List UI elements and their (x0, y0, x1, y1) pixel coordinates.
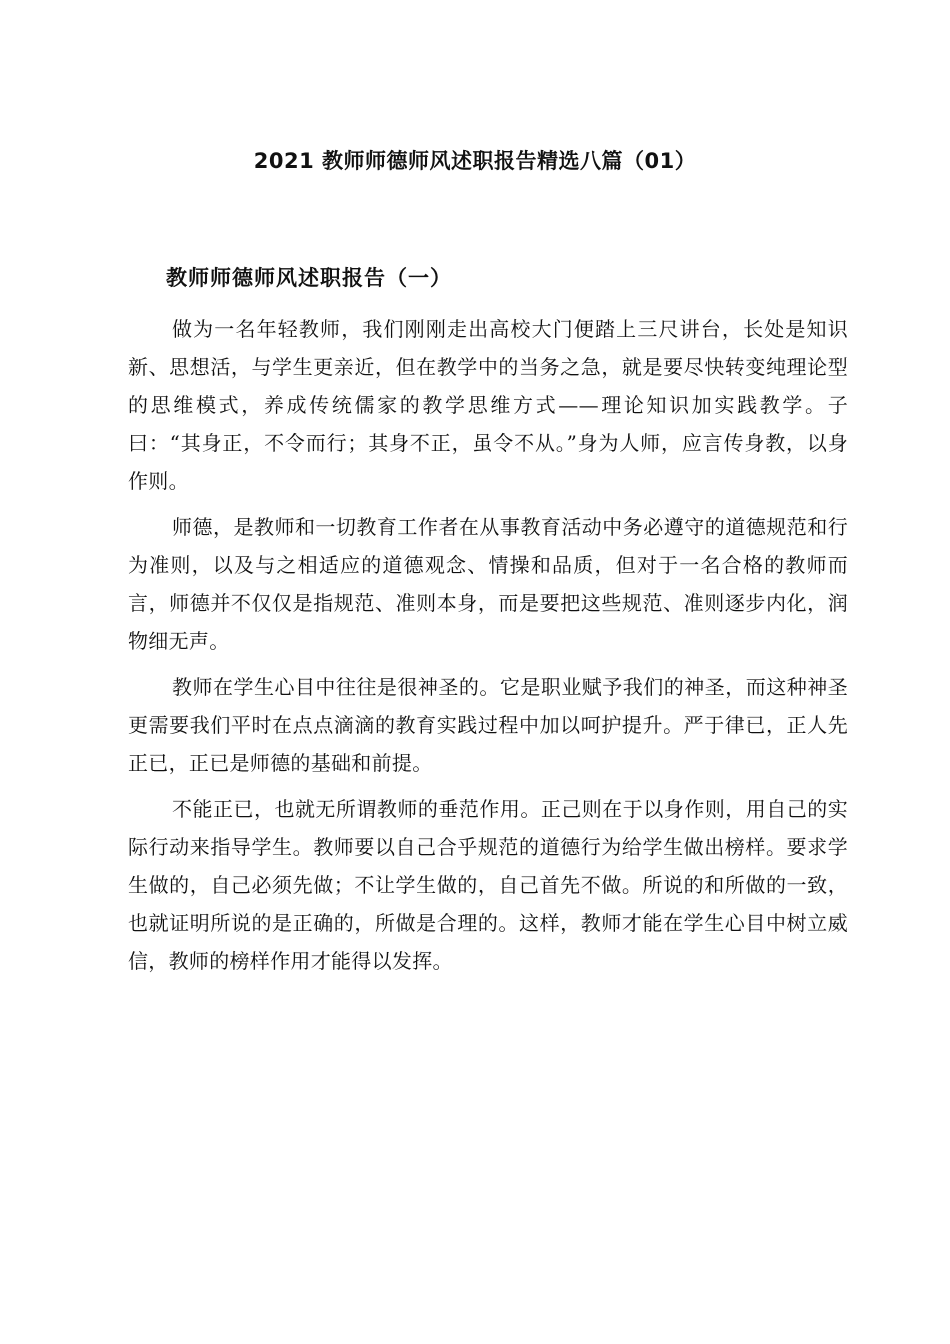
body-paragraph: 教师在学生心目中往往是很神圣的。它是职业赋予我们的神圣，而这种神圣更需要我们平时在点点滴滴的教育实践过程中加以呵护提升。严于律已，正人先正已，正已是师德的基础和前提。 (128, 675, 848, 775)
document-body (128, 310, 848, 988)
document-title: 2021 教师师德师风述职报告精选八篇（01） (253, 149, 697, 173)
body-paragraph: 不能正已，也就无所谓教师的垂范作用。正己则在于以身作则，用自己的实际行动来指导学生。教师要以自己合乎规范的道德行为给学生做出榜样。要求学生做的，自己必须先做；不让学生做的，自己首先不做。所说的和所做的一致，也就证明所说的是正确的，所做是合理的。这样，教师才能在学生心目中树立威信，教师的榜样作用才能得以发挥。 (128, 797, 848, 973)
body-paragraph: 做为一名年轻教师，我们刚刚走出高校大门便踏上三尺讲台，长处是知识新、思想活，与学生更亲近，但在教学中的当务之急，就是要尽快转变纯理论型的思维模式，养成传统儒家的教学思维方式——理论知识加实践教学。子曰：“其身正，不令而行；其身不正，虽令不从。”身为人师，应言传身教，以身作则。 (128, 317, 848, 493)
body-paragraph: 师德，是教师和一切教育工作者在从事教育活动中务必遵守的道德规范和行为准则，以及与之相适应的道德观念、情操和品质，但对于一名合格的教师而言，师德并不仅仅是指规范、准则本身，而是要把这些规范、准则逐步内化，润物细无声。 (128, 515, 848, 653)
section-heading: 教师师德师风述职报告（一） (166, 265, 452, 290)
